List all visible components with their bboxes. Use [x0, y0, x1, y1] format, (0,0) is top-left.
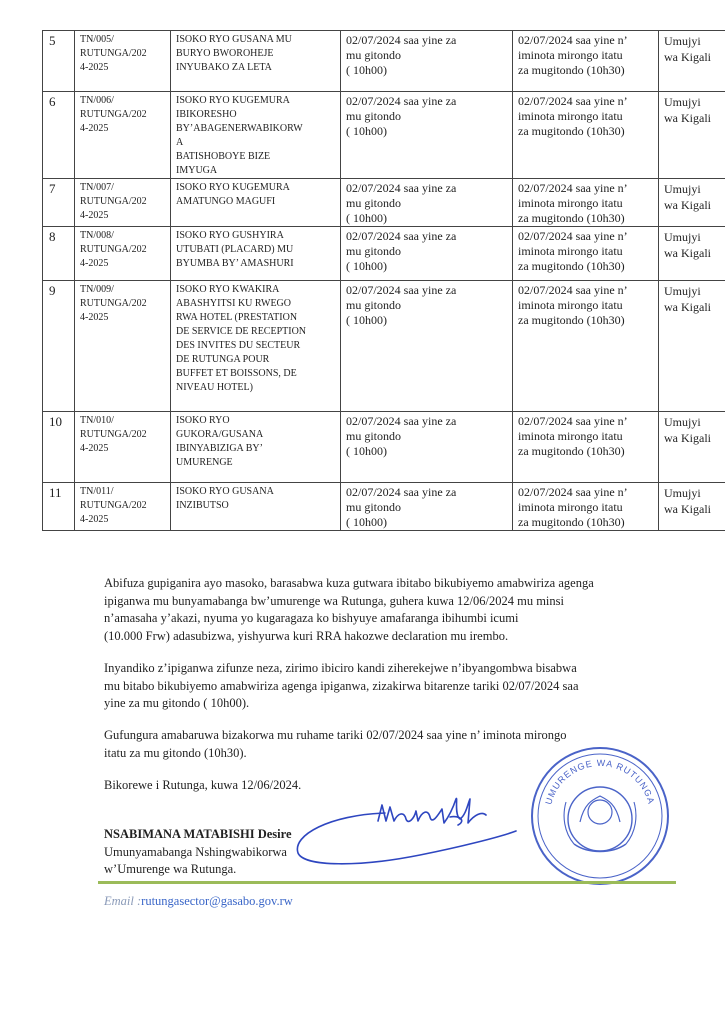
tender-table — [42, 30, 725, 531]
table-row — [43, 227, 725, 281]
tender-title: ISOKO RYO GUSANA MU BURYO BWOROHEJE INYUBAKO ZA LETA — [176, 34, 292, 73]
tender-location: Umujyi wa Kigali — [664, 230, 711, 260]
place-date-line: Bikorewe i Rutunga, kuwa 12/06/2024. — [104, 778, 302, 792]
submission-paragraph: Inyandiko z’ipiganwa zifunze neza, zirimo ibiciro kandi ziherekejwe n’ibyangombwa bisabwa mu bitabo bikubiyemo amabwiriza agenga ipiganwa, zizakirwa bitarenze tariki 02/07/2024 saa yine za mu gitondo ( 10h00). — [104, 661, 579, 710]
email-link[interactable]: rutungasector@gasabo.gov.rw — [141, 894, 293, 908]
tender-reference: TN/005/ RUTUNGA/202 4-2025 — [80, 34, 147, 73]
tender-location-cell — [659, 31, 725, 92]
deposit-deadline: 02/07/2024 saa yine za mu gitondo ( 10h00) — [346, 94, 457, 138]
signer-title: Umunyamabanga Nshingwabikorwa — [104, 844, 287, 859]
tender-location: Umujyi wa Kigali — [664, 284, 711, 314]
opening-time-cell — [513, 281, 659, 412]
tender-title: ISOKO RYO GUSHYIRA UTUBATI (PLACARD) MU BYUMBA BY’ AMASHURI — [176, 230, 294, 269]
tender-reference-cell — [75, 227, 171, 281]
opening-time: 02/07/2024 saa yine n’ iminota mirongo itatu za mugitondo (10h30) — [518, 283, 628, 327]
tender-reference: TN/008/ RUTUNGA/202 4-2025 — [80, 230, 147, 269]
tender-title: ISOKO RYO KUGEMURA IBIKORESHO BY’ABAGENERWABIKORW A BATISHOBOYE BIZE IMYUGA — [176, 95, 303, 176]
table-row — [43, 179, 725, 227]
tender-location-cell — [659, 281, 725, 412]
row-number-cell — [43, 179, 75, 227]
opening-time-cell — [513, 179, 659, 227]
tender-reference: TN/011/ RUTUNGA/202 4-2025 — [80, 486, 147, 525]
deposit-deadline-cell — [341, 31, 513, 92]
deposit-deadline-cell — [341, 227, 513, 281]
tender-title-cell — [171, 483, 341, 531]
deposit-deadline-cell — [341, 483, 513, 531]
row-number-cell — [43, 92, 75, 179]
opening-time-cell — [513, 227, 659, 281]
tender-title-cell — [171, 281, 341, 412]
tender-title: ISOKO RYO KUGEMURA AMATUNGO MAGUFI — [176, 182, 290, 207]
tender-reference-cell — [75, 92, 171, 179]
opening-time: 02/07/2024 saa yine n’ iminota mirongo itatu za mugitondo (10h30) — [518, 94, 628, 138]
row-number-cell — [43, 412, 75, 483]
tender-title-cell — [171, 412, 341, 483]
tender-reference-cell — [75, 412, 171, 483]
stamp-text: UMURENGE WA RUTUNGA — [543, 757, 657, 806]
tender-reference-cell — [75, 483, 171, 531]
tender-reference: TN/009/ RUTUNGA/202 4-2025 — [80, 284, 147, 323]
deposit-deadline-cell — [341, 179, 513, 227]
tender-location: Umujyi wa Kigali — [664, 34, 711, 64]
table-row — [43, 281, 725, 412]
tender-title: ISOKO RYO GUKORA/GUSANA IBINYABIZIGA BY’ UMURENGE — [176, 415, 264, 468]
tender-reference-cell — [75, 179, 171, 227]
tender-title: ISOKO RYO KWAKIRA ABASHYITSI KU RWEGO RWA HOTEL (PRESTATION DE SERVICE DE RECEPTION DES INVITES DU SECTEUR DE RUTUNGA POUR BUFFET ET BOISSONS, DE NIVEAU HOTEL) — [176, 284, 307, 393]
opening-time: 02/07/2024 saa yine n’ iminota mirongo itatu za mugitondo (10h30) — [518, 181, 628, 225]
instructions-paragraph: Abifuza gupiganira ayo masoko, barasabwa kuza gutwara ibitabo bikubiyemo amabwiriza agenga ipiganwa mu bunyamabanga bw’umurenge wa Rutunga, guhera kuwa 12/06/2024 mu minsi n’amasaha y’akazi, nyuma yo kugaragaza ko bishyuye amafaranga ibihumbi icumi (10.000 Frw) adasubizwa, yishyurwa kuri RRA hakozwe declaration mu irembo. — [104, 576, 594, 643]
footer-divider — [98, 881, 676, 884]
official-stamp — [528, 744, 673, 889]
footer-contact — [104, 894, 293, 909]
tender-reference: TN/007/ RUTUNGA/202 4-2025 — [80, 182, 147, 221]
row-number: 8 — [49, 229, 56, 244]
deposit-deadline: 02/07/2024 saa yine za mu gitondo ( 10h00) — [346, 229, 457, 273]
opening-time: 02/07/2024 saa yine n’ iminota mirongo itatu za mugitondo (10h30) — [518, 33, 628, 77]
tender-location: Umujyi wa Kigali — [664, 415, 711, 445]
deposit-deadline: 02/07/2024 saa yine za mu gitondo ( 10h00) — [346, 283, 457, 327]
tender-reference-cell — [75, 31, 171, 92]
deposit-deadline: 02/07/2024 saa yine za mu gitondo ( 10h00) — [346, 33, 457, 77]
deposit-deadline: 02/07/2024 saa yine za mu gitondo ( 10h00) — [346, 414, 457, 458]
tender-title-cell — [171, 31, 341, 92]
opening-time-cell — [513, 31, 659, 92]
row-number: 11 — [49, 485, 62, 500]
handwritten-signature — [290, 785, 520, 870]
tender-location-cell — [659, 92, 725, 179]
tender-reference-cell — [75, 281, 171, 412]
tender-location-cell — [659, 227, 725, 281]
signer-name: NSABIMANA MATABISHI Desire — [104, 827, 292, 841]
opening-time: 02/07/2024 saa yine n’ iminota mirongo itatu za mugitondo (10h30) — [518, 229, 628, 273]
row-number: 5 — [49, 33, 56, 48]
deposit-deadline: 02/07/2024 saa yine za mu gitondo ( 10h00) — [346, 181, 457, 225]
deposit-deadline: 02/07/2024 saa yine za mu gitondo ( 10h00) — [346, 485, 457, 529]
row-number: 10 — [49, 414, 62, 429]
tender-location: Umujyi wa Kigali — [664, 182, 711, 212]
deposit-deadline-cell — [341, 281, 513, 412]
signer-block — [104, 826, 292, 879]
deposit-deadline-cell — [341, 92, 513, 179]
tender-location-cell — [659, 412, 725, 483]
tender-reference: TN/010/ RUTUNGA/202 4-2025 — [80, 415, 147, 454]
opening-time-cell — [513, 483, 659, 531]
row-number-cell — [43, 281, 75, 412]
opening-time: 02/07/2024 saa yine n’ iminota mirongo itatu za mugitondo (10h30) — [518, 485, 628, 529]
row-number: 7 — [49, 181, 56, 196]
tender-location-cell — [659, 483, 725, 531]
row-number-cell — [43, 227, 75, 281]
row-number-cell — [43, 483, 75, 531]
signer-office: w’Umurenge wa Rutunga. — [104, 862, 237, 876]
deposit-deadline-cell — [341, 412, 513, 483]
tender-location: Umujyi wa Kigali — [664, 486, 711, 516]
tender-location: Umujyi wa Kigali — [664, 95, 711, 125]
email-label: Email : — [104, 894, 142, 908]
tender-reference: TN/006/ RUTUNGA/202 4-2025 — [80, 95, 147, 134]
tender-title-cell — [171, 179, 341, 227]
row-number: 9 — [49, 283, 56, 298]
table-row — [43, 92, 725, 179]
tender-title: ISOKO RYO GUSANA INZIBUTSO — [176, 486, 274, 511]
row-number-cell — [43, 31, 75, 92]
opening-time: 02/07/2024 saa yine n’ iminota mirongo itatu za mugitondo (10h30) — [518, 414, 628, 458]
opening-time-cell — [513, 92, 659, 179]
tender-title-cell — [171, 227, 341, 281]
table-row — [43, 483, 725, 531]
opening-paragraph: Gufungura amabaruwa bizakorwa mu ruhame tariki 02/07/2024 saa yine n’ iminota mirongo itatu za mu gitondo (10h30). — [104, 728, 567, 760]
row-number: 6 — [49, 94, 56, 109]
table-row — [43, 412, 725, 483]
table-row — [43, 31, 725, 92]
tender-title-cell — [171, 92, 341, 179]
opening-time-cell — [513, 412, 659, 483]
tender-location-cell — [659, 179, 725, 227]
